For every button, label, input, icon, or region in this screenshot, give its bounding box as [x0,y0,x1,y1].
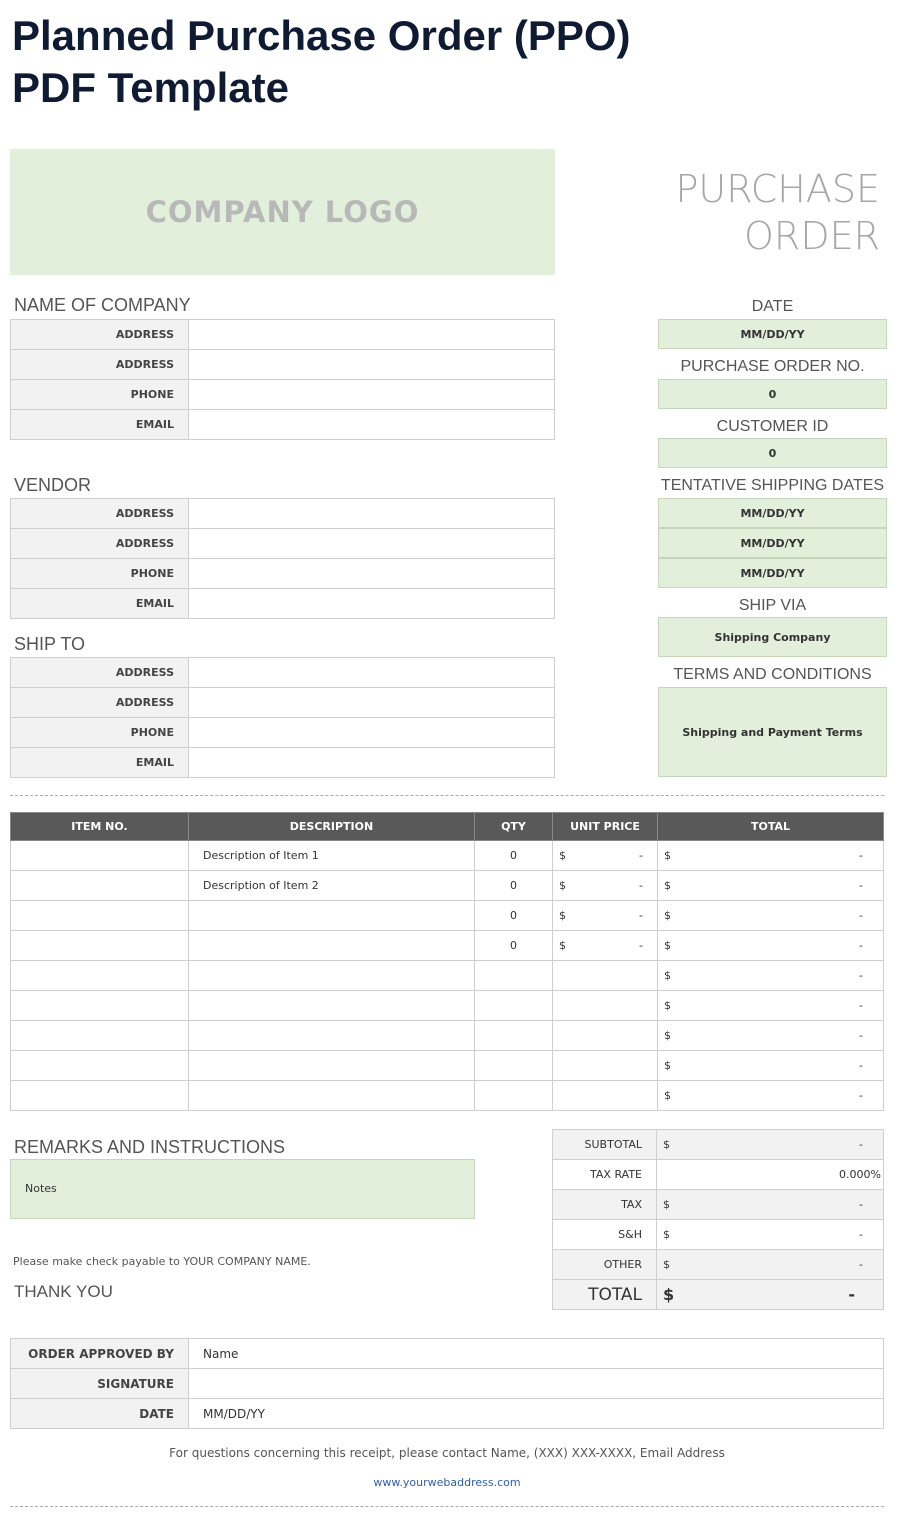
totals-value [657,1190,884,1220]
currency: $ [664,849,671,862]
ship-via-field[interactable]: Shipping Company [658,617,887,657]
totals-value [657,1130,884,1160]
field-label: ADDRESS [11,529,189,559]
qty-cell[interactable]: 0 [475,931,553,961]
ship-to-heading: SHIP TO [14,634,86,654]
totals-label: TAX [553,1190,657,1220]
currency: $ [663,1138,670,1151]
terms-field[interactable]: Shipping and Payment Terms [658,687,887,777]
currency: $ [663,1258,670,1271]
item-no-cell[interactable] [11,871,189,901]
description-cell[interactable] [189,901,475,931]
po-number-label: PURCHASE ORDER NO. [680,358,865,375]
col-item-no: ITEM NO. [11,813,189,841]
qty-cell[interactable] [475,1051,553,1081]
vendor-table [10,498,555,619]
field-label: EMAIL [11,410,189,440]
description-cell[interactable]: Description of Item 2 [189,871,475,901]
table-row [11,1081,884,1111]
totals-table [552,1129,884,1310]
item-no-cell[interactable] [11,931,189,961]
totals-label: SUBTOTAL [553,1130,657,1160]
currency: $ [559,849,566,862]
grand-total-label: TOTAL [553,1280,657,1310]
qty-cell[interactable]: 0 [475,871,553,901]
unit-price-cell[interactable] [553,1051,658,1081]
vendor-email-input[interactable] [189,589,555,619]
ship-via-label: SHIP VIA [738,597,807,614]
value: - [859,1138,863,1151]
currency: $ [559,909,566,922]
field-label: PHONE [11,380,189,410]
totals-value [657,1220,884,1250]
customer-id-field[interactable]: 0 [658,438,887,468]
total-cell [658,931,884,961]
field-label: ADDRESS [11,688,189,718]
remarks-heading: REMARKS AND INSTRUCTIONS [14,1137,286,1157]
approval-date-label: DATE [11,1399,189,1429]
payable-note: Please make check payable to YOUR COMPANY NAME. [13,1255,311,1268]
item-no-cell[interactable] [11,1051,189,1081]
company-email-input[interactable] [189,410,555,440]
description-cell[interactable] [189,1051,475,1081]
approved-by-label: ORDER APPROVED BY [11,1339,189,1369]
table-row [11,1021,884,1051]
value: - [859,939,863,952]
approval-table [10,1338,884,1429]
table-row [11,901,884,931]
approval-date-field[interactable]: MM/DD/YY [189,1399,884,1429]
totals-value [657,1250,884,1280]
unit-price-cell[interactable] [553,991,658,1021]
value: - [859,1198,863,1211]
contact-line: For questions concerning this receipt, please contact Name, (XXX) XXX-XXXX, Email Address [169,1446,725,1460]
totals-value[interactable] [657,1160,884,1190]
date-label: DATE [751,298,794,315]
qty-cell[interactable] [475,1021,553,1051]
table-row [11,871,884,901]
table-row [11,841,884,871]
field-label: EMAIL [11,589,189,619]
unit-price-cell[interactable] [553,961,658,991]
value: - [639,879,643,892]
col-total: TOTAL [658,813,884,841]
vendor-heading: VENDOR [14,475,92,495]
signature-field[interactable] [189,1369,884,1399]
shipping-date-field[interactable]: MM/DD/YY [658,558,887,588]
total-cell [658,961,884,991]
page-title: Planned Purchase Order (PPO) PDF Template [12,12,631,111]
ship-to-email-input[interactable] [189,748,555,778]
value: - [859,909,863,922]
currency: $ [664,1089,671,1102]
shipping-date-field[interactable]: MM/DD/YY [658,498,887,528]
company-address-1-input[interactable] [189,320,555,350]
item-no-cell[interactable] [11,1081,189,1111]
shipping-date-field[interactable]: MM/DD/YY [658,528,887,558]
totals-row [553,1250,884,1280]
notes-field[interactable]: Notes [10,1159,475,1219]
description-cell[interactable] [189,931,475,961]
qty-cell[interactable]: 0 [475,841,553,871]
currency: $ [664,939,671,952]
grand-total-row [553,1280,884,1310]
totals-row [553,1220,884,1250]
company-address-2-input[interactable] [189,350,555,380]
currency: $ [663,1198,670,1211]
ship-to-phone-input[interactable] [189,718,555,748]
total-cell [658,991,884,1021]
totals-row [553,1190,884,1220]
value: - [639,909,643,922]
signature-label: SIGNATURE [11,1369,189,1399]
value: - [859,1029,863,1042]
approved-by-field[interactable]: Name [189,1339,884,1369]
company-table [10,319,555,440]
item-no-cell[interactable] [11,841,189,871]
field-label: ADDRESS [11,658,189,688]
po-number-field[interactable]: 0 [658,379,887,409]
description-cell[interactable] [189,1021,475,1051]
totals-label: TAX RATE [553,1160,657,1190]
currency: $ [663,1228,670,1241]
totals-label: S&H [553,1220,657,1250]
unit-price-cell[interactable] [553,931,658,961]
total-cell [658,901,884,931]
field-label: ADDRESS [11,350,189,380]
col-unit-price: UNIT PRICE [553,813,658,841]
unit-price-cell[interactable] [553,901,658,931]
table-row [11,991,884,1021]
item-no-cell[interactable] [11,901,189,931]
thank-you: THANK YOU [14,1282,113,1301]
ship-to-address-2-input[interactable] [189,688,555,718]
value: - [859,849,863,862]
currency: $ [664,879,671,892]
total-cell [658,1081,884,1111]
total-cell [658,1021,884,1051]
value: - [848,1285,855,1304]
value: - [859,1228,863,1241]
ship-to-address-1-input[interactable] [189,658,555,688]
total-cell [658,871,884,901]
grand-total-value [657,1280,884,1310]
currency: $ [664,969,671,982]
unit-price-cell[interactable] [553,1021,658,1051]
terms-label: TERMS AND CONDITIONS [673,666,872,683]
value: - [859,1258,863,1271]
items-table [10,812,884,1111]
qty-cell[interactable]: 0 [475,901,553,931]
totals-row [553,1160,884,1190]
unit-price-cell[interactable] [553,841,658,871]
vendor-address-1-input[interactable] [189,499,555,529]
company-logo: COMPANY LOGO [10,149,555,275]
field-label: ADDRESS [11,320,189,350]
divider [10,1506,884,1507]
field-label: EMAIL [11,748,189,778]
purchase-order-title: PURCHASE ORDER [675,167,880,258]
customer-id-label: CUSTOMER ID [716,418,829,435]
table-row [11,931,884,961]
value: - [859,879,863,892]
item-no-cell[interactable] [11,961,189,991]
description-cell[interactable]: Description of Item 1 [189,841,475,871]
item-no-cell[interactable] [11,1021,189,1051]
qty-cell[interactable] [475,1081,553,1111]
currency: $ [559,879,566,892]
value: - [859,969,863,982]
value: - [639,849,643,862]
value: - [859,1059,863,1072]
description-cell[interactable] [189,1081,475,1111]
description-cell[interactable] [189,961,475,991]
description-cell[interactable] [189,991,475,1021]
value: 0.000% [839,1168,881,1181]
qty-cell[interactable] [475,991,553,1021]
company-heading: NAME OF COMPANY [14,295,191,315]
unit-price-cell[interactable] [553,871,658,901]
col-qty: QTY [475,813,553,841]
ship-to-table [10,657,555,778]
vendor-address-2-input[interactable] [189,529,555,559]
currency: $ [664,1059,671,1072]
company-phone-input[interactable] [189,380,555,410]
field-label: PHONE [11,718,189,748]
table-row [11,1051,884,1081]
currency: $ [663,1285,675,1304]
vendor-phone-input[interactable] [189,559,555,589]
value: - [859,999,863,1012]
unit-price-cell[interactable] [553,1081,658,1111]
total-cell [658,841,884,871]
field-label: ADDRESS [11,499,189,529]
col-description: DESCRIPTION [189,813,475,841]
value: - [859,1089,863,1102]
totals-label: OTHER [553,1250,657,1280]
currency: $ [664,999,671,1012]
table-row [11,961,884,991]
field-label: PHONE [11,559,189,589]
currency: $ [664,909,671,922]
web-address-link[interactable]: www.yourwebaddress.com [373,1476,521,1489]
currency: $ [664,1029,671,1042]
qty-cell[interactable] [475,961,553,991]
shipping-dates-label: TENTATIVE SHIPPING DATES [660,477,885,494]
date-field[interactable]: MM/DD/YY [658,319,887,349]
total-cell [658,1051,884,1081]
item-no-cell[interactable] [11,991,189,1021]
totals-row [553,1130,884,1160]
currency: $ [559,939,566,952]
value: - [639,939,643,952]
divider [10,795,884,796]
